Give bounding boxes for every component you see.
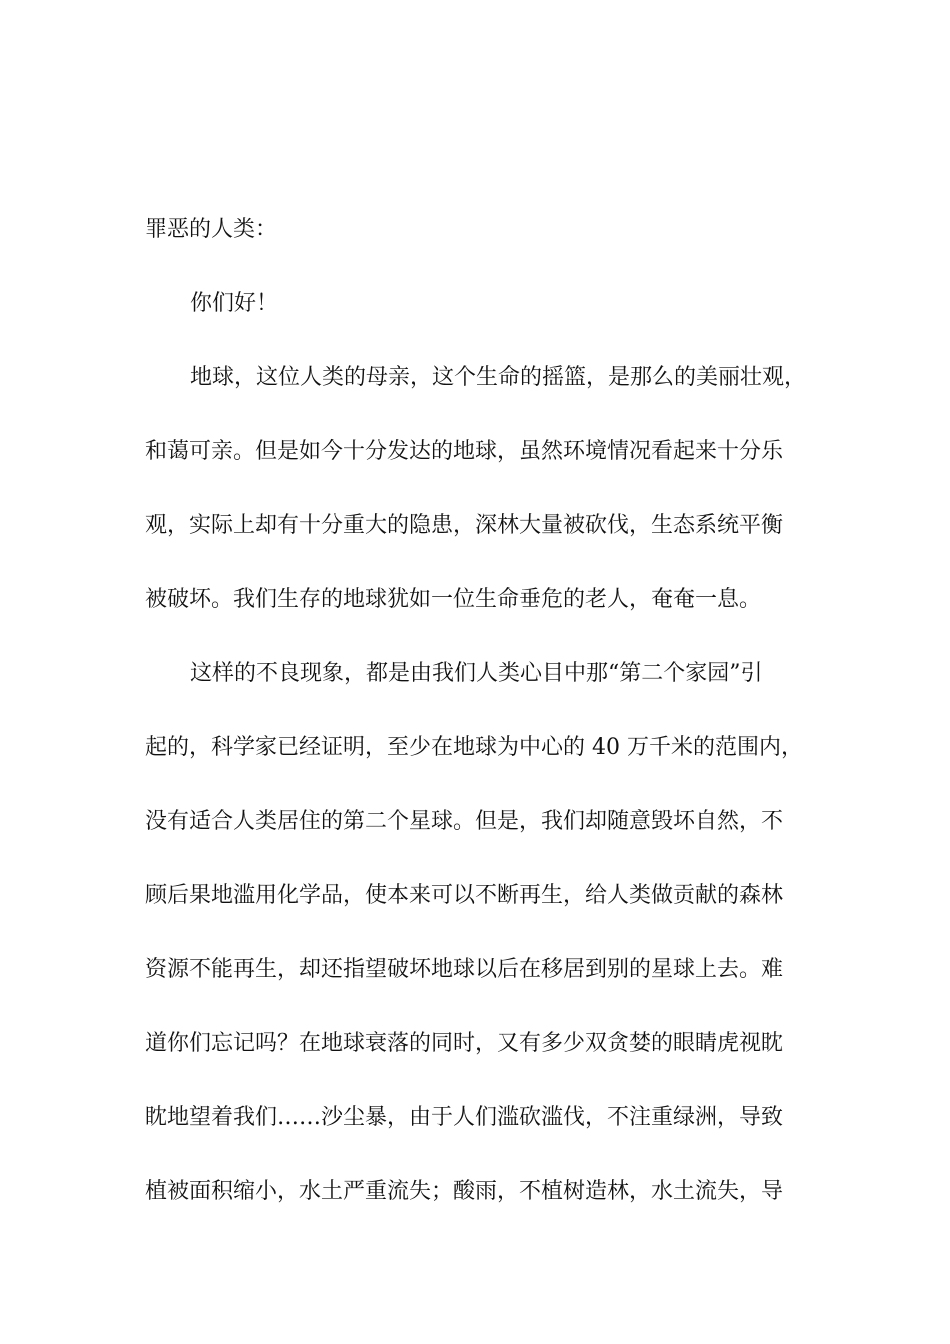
salutation: 罪恶的人类： bbox=[145, 217, 278, 242]
body-line: 资源不能再生，却还指望破坏地球以后在移居到别的星球上去。难 bbox=[145, 957, 784, 982]
body-line: 这样的不良现象，都是由我们人类心目中那“第二个家园”引 bbox=[190, 661, 763, 686]
body-line: 道你们忘记吗？在地球衰落的同时，又有多少双贪婪的眼睛虎视眈 bbox=[145, 1031, 784, 1056]
body-line: 地球，这位人类的母亲，这个生命的摇篮，是那么的美丽壮观， bbox=[190, 365, 807, 390]
body-line: 和蔼可亲。但是如今十分发达的地球，虽然环境情况看起来十分乐 bbox=[145, 439, 784, 464]
body-line: 被破坏。我们生存的地球犹如一位生命垂危的老人，奄奄一息。 bbox=[145, 587, 762, 612]
body-line: 起的，科学家已经证明，至少在地球为中心的 40 万千米的范围内， bbox=[145, 735, 803, 760]
body-line: 观，实际上却有十分重大的隐患，深林大量被砍伐，生态系统平衡 bbox=[145, 513, 784, 538]
body-line: 眈地望着我们……沙尘暴，由于人们滥砍滥伐，不注重绿洲，导致 bbox=[145, 1105, 784, 1130]
body-line: 没有适合人类居住的第二个星球。但是，我们却随意毁坏自然，不 bbox=[145, 809, 784, 834]
body-line: 顾后果地滥用化学品，使本来可以不断再生，给人类做贡献的森林 bbox=[145, 883, 784, 908]
greeting: 你们好！ bbox=[190, 291, 279, 316]
body-line: 植被面积缩小，水土严重流失；酸雨，不植树造林，水土流失，导 bbox=[145, 1179, 784, 1204]
